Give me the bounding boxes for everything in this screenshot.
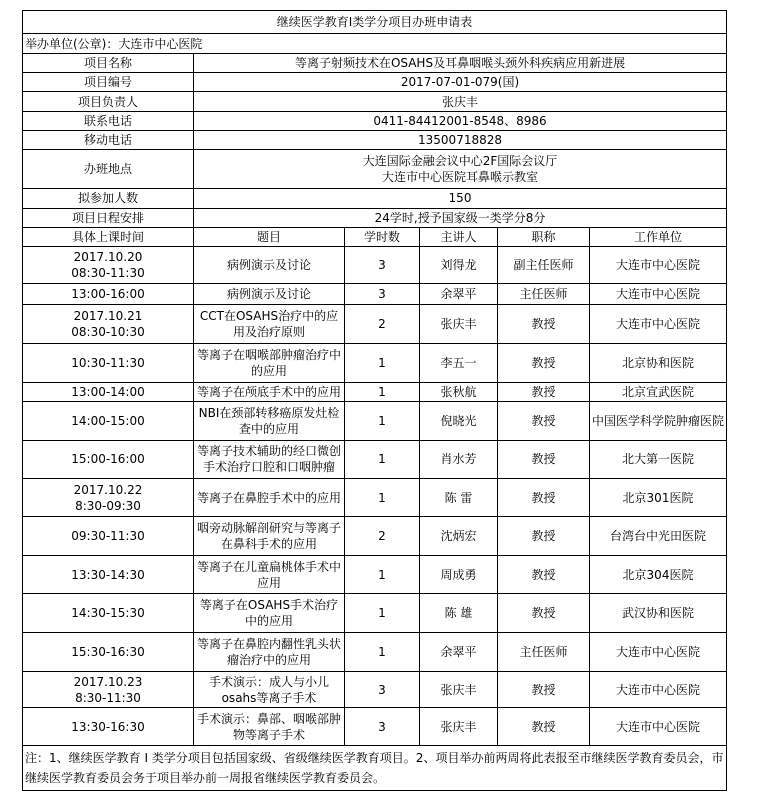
session-topic xyxy=(194,401,345,440)
session-hours: 1 xyxy=(345,382,420,401)
session-topic: 等离子在颅底手术中的应用 xyxy=(194,382,345,401)
session-topic-line1: NBI在颈部转移癌原发灶检 xyxy=(198,405,340,420)
schedule-row xyxy=(23,401,727,440)
session-time-line1: 2017.10.20 xyxy=(73,250,143,265)
info-label: 项目负责人 xyxy=(23,92,194,111)
session-speaker: 张庆丰 xyxy=(420,708,498,746)
column-header: 具体上课时间 xyxy=(23,227,194,246)
info-row xyxy=(23,92,727,111)
speaker-title: 教授 xyxy=(498,479,590,517)
session-time: 14:30-15:30 xyxy=(23,594,194,633)
info-value: 24学时,授予国家级一类学分8分 xyxy=(194,208,727,227)
speaker-unit: 大连市中心医院 xyxy=(590,247,727,284)
note-row xyxy=(23,746,727,791)
session-topic xyxy=(194,305,345,344)
session-topic xyxy=(194,440,345,479)
info-label: 项目日程安排 xyxy=(23,208,194,227)
info-label: 移动电话 xyxy=(23,131,194,150)
session-speaker: 余翠平 xyxy=(420,633,498,672)
form-title: 继续医学教育I类学分项目办班申请表 xyxy=(23,11,727,34)
session-topic xyxy=(194,555,345,594)
schedule-row xyxy=(23,633,727,672)
speaker-title: 教授 xyxy=(498,440,590,479)
session-time: 13:00-14:00 xyxy=(23,382,194,401)
speaker-unit: 台湾台中光田医院 xyxy=(590,516,727,555)
session-time-line2: 08:30-11:30 xyxy=(71,266,145,281)
speaker-unit: 北京宣武医院 xyxy=(590,382,727,401)
session-topic xyxy=(194,516,345,555)
session-hours: 1 xyxy=(345,633,420,672)
info-label: 联系电话 xyxy=(23,111,194,130)
session-time xyxy=(23,671,194,708)
info-value: 150 xyxy=(194,189,727,208)
session-time xyxy=(23,479,194,517)
session-speaker: 张庆丰 xyxy=(420,671,498,708)
speaker-title: 副主任医师 xyxy=(498,247,590,284)
session-time-line2: 8:30-11:30 xyxy=(75,690,141,705)
application-form-table xyxy=(22,10,727,791)
speaker-title: 教授 xyxy=(498,555,590,594)
session-time: 13:30-14:30 xyxy=(23,555,194,594)
schedule-row xyxy=(23,708,727,746)
session-topic-line2: 中的应用 xyxy=(244,614,293,629)
session-topic xyxy=(194,671,345,708)
session-hours: 2 xyxy=(345,305,420,344)
schedule-row xyxy=(23,283,727,304)
session-speaker: 陈 雄 xyxy=(420,594,498,633)
session-time: 15:30-16:30 xyxy=(23,633,194,672)
session-topic: 病例演示及讨论 xyxy=(194,283,345,304)
speaker-title: 教授 xyxy=(498,382,590,401)
info-row xyxy=(23,208,727,227)
info-row xyxy=(23,150,727,189)
session-speaker: 刘得龙 xyxy=(420,247,498,284)
session-topic-line1: 手术演示：鼻部、咽喉部肿 xyxy=(196,711,341,726)
organizer: 举办单位(公章)：大连市中心医院 xyxy=(23,34,727,53)
speaker-title: 教授 xyxy=(498,343,590,382)
session-time: 13:30-16:30 xyxy=(23,708,194,746)
session-topic-line2: 的应用 xyxy=(250,363,287,378)
info-label: 拟参加人数 xyxy=(23,189,194,208)
info-value: 等离子射频技术在OSAHS及耳鼻咽喉头颈外科疾病应用新进展 xyxy=(194,53,727,72)
session-topic-line2: 应用 xyxy=(256,575,281,590)
session-topic xyxy=(194,594,345,633)
session-hours: 3 xyxy=(345,671,420,708)
session-time: 10:30-11:30 xyxy=(23,343,194,382)
session-hours: 3 xyxy=(345,708,420,746)
info-row xyxy=(23,73,727,92)
session-hours: 1 xyxy=(345,479,420,517)
speaker-title: 教授 xyxy=(498,516,590,555)
session-time: 09:30-11:30 xyxy=(23,516,194,555)
session-topic-line2: 手术治疗口腔和口咽肿瘤 xyxy=(202,460,335,475)
session-speaker: 周成勇 xyxy=(420,555,498,594)
session-time: 13:00-16:00 xyxy=(23,283,194,304)
session-speaker: 张秋航 xyxy=(420,382,498,401)
session-hours: 2 xyxy=(345,516,420,555)
info-value: 13500718828 xyxy=(194,131,727,150)
info-value xyxy=(194,150,727,189)
column-header: 主讲人 xyxy=(420,227,498,246)
session-speaker: 张庆丰 xyxy=(420,305,498,344)
schedule-row xyxy=(23,671,727,708)
session-time-line1: 2017.10.21 xyxy=(73,309,143,324)
schedule-row xyxy=(23,479,727,517)
speaker-unit: 北京301医院 xyxy=(590,479,727,517)
info-row xyxy=(23,111,727,130)
session-speaker: 沈炳宏 xyxy=(420,516,498,555)
schedule-row xyxy=(23,343,727,382)
session-topic-line2: 查中的应用 xyxy=(238,421,299,436)
schedule-row xyxy=(23,382,727,401)
session-topic-line2: 用及治疗原则 xyxy=(232,325,305,340)
info-label: 项目编号 xyxy=(23,73,194,92)
info-value-line1: 大连国际金融会议中心2F国际会议厅 xyxy=(362,154,558,169)
session-topic-line1: 等离子在咽喉部肿瘤治疗中 xyxy=(196,347,341,362)
column-header: 题目 xyxy=(194,227,345,246)
session-topic-line2: osahs等离子手术 xyxy=(221,690,317,705)
speaker-unit: 北大第一医院 xyxy=(590,440,727,479)
speaker-unit: 北京协和医院 xyxy=(590,343,727,382)
speaker-title: 教授 xyxy=(498,708,590,746)
session-hours: 3 xyxy=(345,247,420,284)
session-hours: 1 xyxy=(345,401,420,440)
info-value: 张庆丰 xyxy=(194,92,727,111)
schedule-row xyxy=(23,555,727,594)
session-hours: 3 xyxy=(345,283,420,304)
speaker-unit: 大连市中心医院 xyxy=(590,283,727,304)
session-topic xyxy=(194,343,345,382)
column-header: 工作单位 xyxy=(590,227,727,246)
schedule-row xyxy=(23,594,727,633)
session-topic-line1: 等离子在OSAHS手术治疗 xyxy=(199,598,339,613)
session-speaker: 陈 雷 xyxy=(420,479,498,517)
session-topic: 病例演示及讨论 xyxy=(194,247,345,284)
organizer-row xyxy=(23,34,727,53)
session-topic-line1: 等离子技术辅助的经口微创 xyxy=(196,444,341,459)
info-value: 0411-84412001-8548、8986 xyxy=(194,111,727,130)
speaker-unit: 大连市中心医院 xyxy=(590,708,727,746)
schedule-row xyxy=(23,247,727,284)
session-speaker: 李五一 xyxy=(420,343,498,382)
footnote: 注：1、继续医学教育 I 类学分项目包括国家级、省级继续医学教育项目。2、项目举办前两周将此表报至市继续医学教育委员会，市继续医学教育委员会务于项目举办前一周报省继续医学教育委员会。 xyxy=(23,746,727,791)
session-topic xyxy=(194,708,345,746)
session-time-line1: 2017.10.23 xyxy=(73,674,143,689)
session-time: 15:00-16:00 xyxy=(23,440,194,479)
session-time-line1: 2017.10.22 xyxy=(73,482,143,497)
session-time: 14:00-15:00 xyxy=(23,401,194,440)
session-hours: 1 xyxy=(345,343,420,382)
speaker-unit: 中国医学科学院肿瘤医院 xyxy=(590,401,727,440)
speaker-title: 主任医师 xyxy=(498,283,590,304)
schedule-row xyxy=(23,516,727,555)
info-label: 项目名称 xyxy=(23,53,194,72)
session-time xyxy=(23,305,194,344)
speaker-unit: 北京304医院 xyxy=(590,555,727,594)
speaker-unit: 大连市中心医院 xyxy=(590,671,727,708)
session-topic-line1: 等离子在儿童扁桃体手术中 xyxy=(196,559,341,574)
schedule-row xyxy=(23,305,727,344)
info-row xyxy=(23,53,727,72)
schedule-row xyxy=(23,440,727,479)
speaker-title: 教授 xyxy=(498,305,590,344)
speaker-unit: 大连市中心医院 xyxy=(590,633,727,672)
info-value-line2: 大连市中心医院耳鼻喉示教室 xyxy=(382,170,539,185)
schedule-header-row xyxy=(23,227,727,246)
session-time-line2: 08:30-10:30 xyxy=(71,325,145,340)
session-speaker: 余翠平 xyxy=(420,283,498,304)
info-value: 2017-07-01-079(国) xyxy=(194,73,727,92)
speaker-title: 教授 xyxy=(498,401,590,440)
speaker-title: 教授 xyxy=(498,671,590,708)
session-time-line2: 8:30-09:30 xyxy=(75,498,141,513)
session-topic xyxy=(194,633,345,672)
session-topic: 等离子在鼻腔手术中的应用 xyxy=(194,479,345,517)
session-topic-line2: 在鼻科手术的应用 xyxy=(220,536,317,551)
session-speaker: 倪晓光 xyxy=(420,401,498,440)
speaker-title: 教授 xyxy=(498,594,590,633)
speaker-unit: 大连市中心医院 xyxy=(590,305,727,344)
session-topic-line2: 物等离子手术 xyxy=(232,727,305,742)
session-topic-line1: 手术演示：成人与小儿 xyxy=(208,674,329,689)
speaker-unit: 武汉协和医院 xyxy=(590,594,727,633)
column-header: 职称 xyxy=(498,227,590,246)
info-row xyxy=(23,189,727,208)
info-row xyxy=(23,131,727,150)
session-time xyxy=(23,247,194,284)
speaker-title: 主任医师 xyxy=(498,633,590,672)
session-topic-line1: 等离子在鼻腔内翻性乳头状 xyxy=(196,636,341,651)
session-hours: 1 xyxy=(345,594,420,633)
column-header: 学时数 xyxy=(345,227,420,246)
session-topic-line2: 瘤治疗中的应用 xyxy=(226,652,311,667)
session-topic-line1: CCT在OSAHS治疗中的应 xyxy=(199,309,339,324)
title-row xyxy=(23,11,727,34)
session-hours: 1 xyxy=(345,555,420,594)
session-hours: 1 xyxy=(345,440,420,479)
info-label: 办班地点 xyxy=(23,150,194,189)
session-speaker: 肖水芳 xyxy=(420,440,498,479)
session-topic-line1: 咽旁动脉解剖研究与等离子 xyxy=(196,520,341,535)
